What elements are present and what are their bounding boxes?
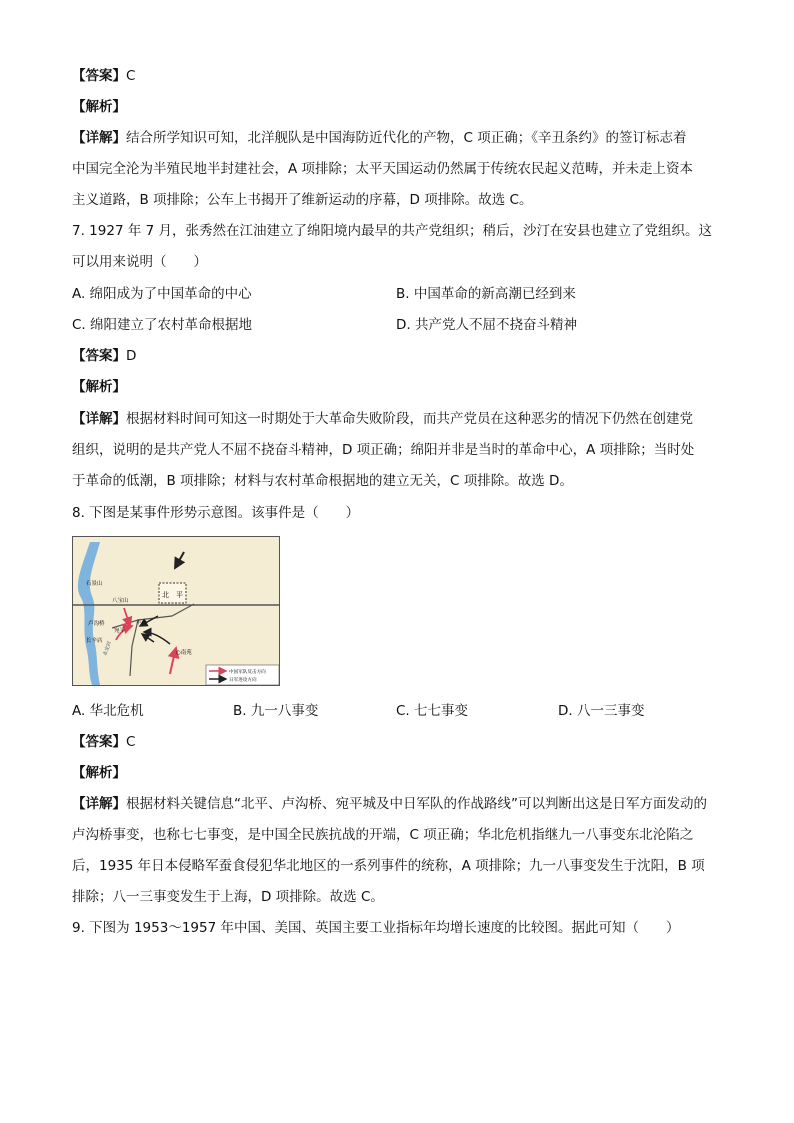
q8-detail-line-4: 排除；八一三事变发生于上海，D 项排除。故选 C。 [72, 889, 384, 905]
q7-option-a: A. 绵阳成为了中国革命的中心 [72, 286, 252, 302]
map-background [73, 537, 280, 686]
map-label-river: 永定河 [102, 640, 114, 657]
q7-detail-tag: 【详解】 [72, 411, 126, 427]
q6-detail-line-1: 【详解】结合所学知识可知，北洋舰队是中国海防近代化的产物，C 项正确；《辛丑条约》的签订标志着 [72, 130, 687, 146]
q6-detail-tag: 【详解】 [72, 130, 126, 146]
q8-detail-line-3: 后，1935 年日本侵略军蚕食侵犯华北地区的一系列事件的统称，A 项排除；九一八事变发生于沈阳，B 项 [72, 858, 705, 874]
map-label-changxindian: 长辛店 [86, 638, 103, 644]
q8-answer-tag: 【答案】 [72, 734, 126, 750]
q8-option-c: C. 七七事变 [396, 703, 469, 719]
q6-answer-tag: 【答案】 [72, 68, 126, 84]
map-label-beiping: 北 平 [162, 591, 183, 599]
q7-option-d: D. 共产党人不屈不挠奋斗精神 [396, 317, 577, 333]
q7-stem-line-2: 可以用来说明（ ） [72, 254, 207, 270]
q8-analysis-tag: 【解析】 [72, 765, 126, 781]
legend-jp-label: 日军进攻方向 [229, 678, 257, 683]
q7-option-b: B. 中国革命的新高潮已经到来 [396, 286, 576, 302]
lugouqiao-incident-map [72, 536, 280, 686]
q6-detail-line-3: 主义道路，B 项排除；公车上书揭开了维新运动的序幕，D 项排除。故选 C。 [72, 192, 533, 208]
q7-detail-line-3: 于革命的低潮，B 项排除；材料与农村革命根据地的建立无关，C 项排除。故选 D。 [72, 473, 573, 489]
q7-answer-value: D [126, 348, 137, 364]
q7-detail-line-1: 【详解】根据材料时间可知这一时期处于大革命失败阶段，而共产党员在这种恶劣的情况下仍然在创建党 [72, 411, 693, 427]
q8-option-b: B. 九一八事变 [233, 703, 319, 719]
q6-detail-line-2: 中国完全沦为半殖民地半封建社会，A 项排除；太平天国运动仍然属于传统农民起义范畴，并未走上资本 [72, 161, 694, 177]
q9-stem: 9. 下图为 1953～1957 年中国、美国、英国主要工业指标年均增长速度的比较图。据此可知（ ） [72, 920, 680, 936]
map-label-fengtai: 丰台 [136, 620, 148, 626]
map-label-nanyuan: ○南苑 [176, 650, 192, 656]
q8-detail-line-2: 卢沟桥事变，也称七七事变，是中国全民族抗战的开端，C 项正确；华北危机指继九一八事变东北沦陷之 [72, 827, 694, 843]
q7-answer-tag: 【答案】 [72, 348, 126, 364]
q8-answer [72, 732, 135, 752]
q7-detail-line-2: 组织，说明的是共产党人不屈不挠奋斗精神，D 项正确；绵阳并非是当时的革命中心，A 项排除；当时处 [72, 442, 695, 458]
q8-stem: 8. 下图是某事件形势示意图。该事件是（ ） [72, 505, 360, 521]
q8-answer-value: C [126, 734, 136, 750]
q8-option-d: D. 八一三事变 [558, 703, 645, 719]
map-label-lugouqiao: 卢沟桥 [88, 621, 105, 627]
q7-stem-line-1: 7. 1927 年 7 月，张秀然在江油建立了绵阳境内最早的共产党组织；稍后，沙汀在安县也建立了党组织。这 [72, 223, 712, 239]
map-label-shijingshan: 石景山 [86, 581, 103, 587]
q8-detail-line-1: 【详解】根据材料关键信息“北平、卢沟桥、宛平城及中日军队的作战路线”可以判断出这是日军方面发动的 [72, 796, 707, 812]
q6-analysis-tag: 【解析】 [72, 99, 126, 115]
q7-analysis-tag: 【解析】 [72, 379, 126, 395]
legend-cn-label: 中国军队反击方向 [229, 670, 266, 675]
q8-detail-tag: 【详解】 [72, 796, 126, 812]
map-label-wanping: 宛平 [114, 628, 126, 634]
map-label-babaoshan: 八宝山 [112, 598, 129, 604]
q7-answer [72, 346, 136, 366]
q8-option-a: A. 华北危机 [72, 703, 144, 719]
q6-answer-value: C [126, 68, 136, 84]
q6-answer [72, 66, 135, 86]
q7-option-c: C. 绵阳建立了农村革命根据地 [72, 317, 253, 333]
